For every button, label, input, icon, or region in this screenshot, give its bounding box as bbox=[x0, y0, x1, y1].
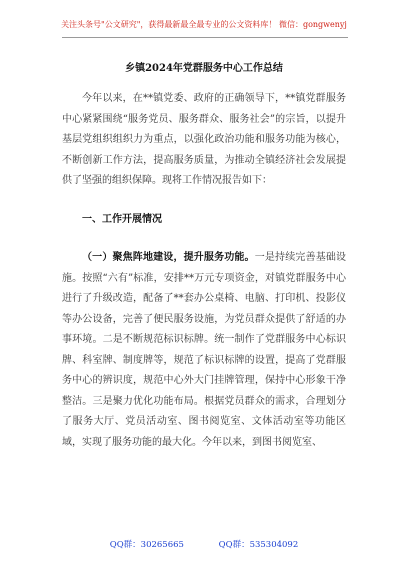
item-one-paragraph bbox=[62, 248, 346, 453]
document-body bbox=[62, 89, 346, 453]
header-promo-text: 关注头条号"公文研究"，获得最新最全最专业的公文资料库！ 微信：gongwenyj bbox=[61, 20, 347, 29]
footer-qq-group-2: QQ群：535304092 bbox=[218, 540, 299, 550]
header-divider bbox=[62, 37, 348, 38]
document-title: 乡镇2024年党群服务中心工作总结 bbox=[125, 63, 283, 74]
footer-qq-group-1: QQ群：30265665 bbox=[109, 540, 184, 550]
item-one-lead: （一）聚焦阵地建设，提升服务功能。 bbox=[82, 252, 255, 263]
intro-paragraph: 今年以来，在**镇党委、政府的正确领导下，**镇党群服务中心紧紧围绕“服务党员、服务群众、服务社会”的宗旨，以提升基层党组织组织力为重点，以强化政治功能和服务功能为核心，不断创新工作方法，提高服务质量，为推动全镇经济社会发展提供了坚强的组织保障。现将工作情况报告如下： bbox=[62, 93, 346, 186]
section-heading: 一、工作开展情况 bbox=[82, 213, 162, 225]
item-one-text: 一是持续完善基础设施。按照“六有”标准，安排**万元专项资金，对镇党群服务中心进行了升级改造，配备了**套办公桌椅、电脑、打印机、投影仪等办公设备，完善了便民服务设施，为党员群众提供了舒适的办事环境。二是不断规范标识标牌。统一制作了党群服务中心标识牌、科室牌、制度牌等，规范了标识标牌的设置，提高了党群服务中心的辨识度，规范中心外大门挂牌管理，保持中心形象干净整洁。三是聚力优化功能布局。根据党员群众的需求，合理划分了服务大厅、党员活动室、图书阅览室、文体活动室等功能区域，实现了服务功能的最大化。今年以来，到图书阅览室、 bbox=[62, 252, 347, 448]
footer-contact bbox=[0, 538, 408, 550]
